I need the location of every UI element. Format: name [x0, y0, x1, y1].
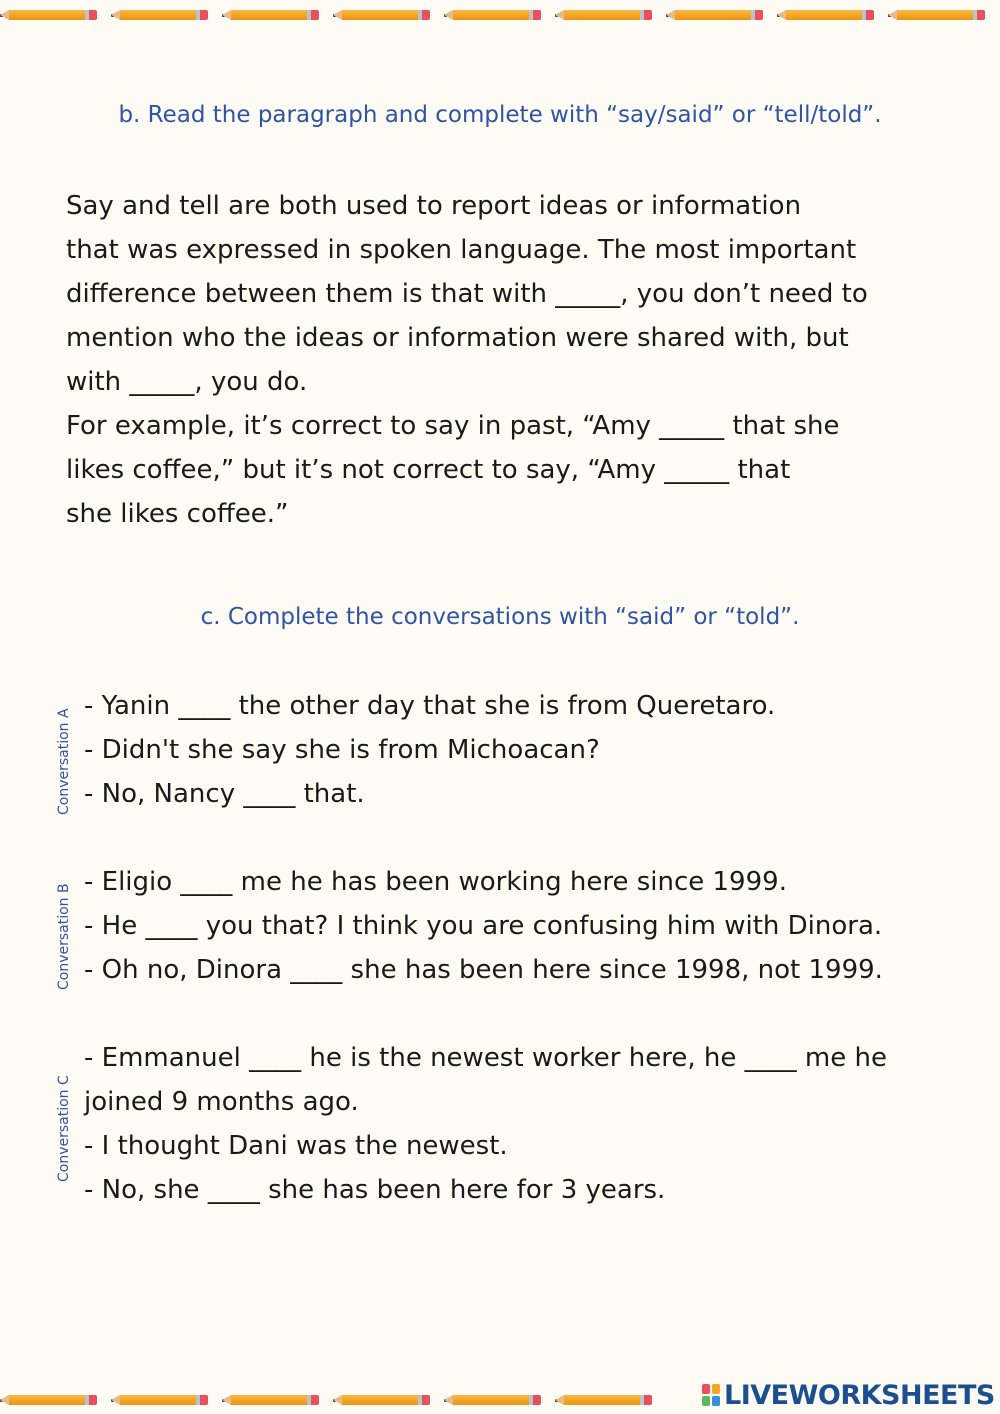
- conversation-c-label: Conversation C: [56, 1075, 72, 1182]
- conversation-line: joined 9 months ago.: [84, 1087, 359, 1117]
- pencil-eraser: [644, 10, 652, 20]
- conversation-c: [84, 1036, 964, 1212]
- logo-square: [712, 1384, 720, 1394]
- conversation-b: [84, 860, 964, 992]
- pencil-eraser: [644, 1395, 652, 1405]
- pencil-body: [342, 10, 418, 20]
- conversation-a: [84, 684, 964, 816]
- pencil-icon: [666, 10, 763, 20]
- pencil-tip: [555, 1395, 564, 1405]
- section-c-heading: c. Complete the conversations with “said” or “told”.: [200, 604, 800, 630]
- pencil-icon: [888, 10, 985, 20]
- conversation-line: - He ____ you that? I think you are confusing him with Dinora.: [84, 911, 883, 941]
- pencil-body: [342, 1395, 418, 1405]
- say-tell-paragraph: [66, 184, 946, 536]
- top-pencil-border: [0, 7, 1000, 23]
- pencil-eraser: [311, 1395, 319, 1405]
- pencil-tip: [222, 10, 231, 20]
- pencil-tip: [444, 10, 453, 20]
- pencil-tip: [888, 10, 897, 20]
- pencil-icon: [555, 10, 652, 20]
- pencil-icon: [444, 10, 541, 20]
- paragraph-line: For example, it’s correct to say in past, “Amy _____ that she: [66, 411, 840, 441]
- pencil-eraser: [755, 10, 763, 20]
- conversation-line: - Yanin ____ the other day that she is from Queretaro.: [84, 691, 776, 721]
- pencil-icon: [222, 1395, 319, 1405]
- pencil-body: [120, 10, 196, 20]
- liveworksheets-logo: [698, 1380, 995, 1410]
- pencil-icon: [111, 10, 208, 20]
- pencil-tip: [0, 1395, 9, 1405]
- conversation-line: - Eligio ____ me he has been working here since 1999.: [84, 867, 787, 897]
- logo-square: [702, 1396, 710, 1406]
- conversation-b-label: Conversation B: [56, 883, 72, 990]
- pencil-eraser: [866, 10, 874, 20]
- pencil-body: [9, 1395, 85, 1405]
- pencil-icon: [777, 10, 874, 20]
- conversation-line: - Oh no, Dinora ____ she has been here since 1998, not 1999.: [84, 955, 883, 985]
- conversation-line: - Emmanuel ____ he is the newest worker here, he ____ me he: [84, 1043, 887, 1073]
- pencil-tip: [222, 1395, 231, 1405]
- pencil-icon: [444, 1395, 541, 1405]
- pencil-body: [564, 1395, 640, 1405]
- paragraph-line: she likes coffee.”: [66, 499, 289, 529]
- pencil-eraser: [422, 1395, 430, 1405]
- conversation-line: - Didn't she say she is from Michoacan?: [84, 735, 600, 765]
- pencil-icon: [0, 1395, 97, 1405]
- pencil-tip: [666, 10, 675, 20]
- pencil-tip: [777, 10, 786, 20]
- pencil-body: [453, 10, 529, 20]
- pencil-eraser: [311, 10, 319, 20]
- pencil-tip: [333, 1395, 342, 1405]
- section-b-heading: b. Read the paragraph and complete with “say/said” or “tell/told”.: [118, 102, 882, 128]
- paragraph-line: Say and tell are both used to report ideas or information: [66, 191, 802, 221]
- paragraph-line: that was expressed in spoken language. The most important: [66, 235, 857, 265]
- conversation-line: - No, she ____ she has been here for 3 years.: [84, 1175, 666, 1205]
- pencil-eraser: [200, 1395, 208, 1405]
- pencil-icon: [333, 1395, 430, 1405]
- pencil-eraser: [533, 1395, 541, 1405]
- pencil-body: [453, 1395, 529, 1405]
- pencil-icon: [555, 1395, 652, 1405]
- conversation-line: - I thought Dani was the newest.: [84, 1131, 508, 1161]
- paragraph-line: likes coffee,” but it’s not correct to say, “Amy _____ that: [66, 455, 791, 485]
- pencil-tip: [111, 1395, 120, 1405]
- pencil-eraser: [200, 10, 208, 20]
- paragraph-line: difference between them is that with _____, you don’t need to: [66, 279, 868, 309]
- pencil-tip: [555, 10, 564, 20]
- pencil-eraser: [533, 10, 541, 20]
- conversation-a-label: Conversation A: [56, 708, 72, 815]
- logo-square: [712, 1396, 720, 1406]
- pencil-eraser: [89, 10, 97, 20]
- conversation-line: - No, Nancy ____ that.: [84, 779, 365, 809]
- pencil-body: [564, 10, 640, 20]
- pencil-body: [231, 1395, 307, 1405]
- pencil-tip: [333, 10, 342, 20]
- paragraph-line: with _____, you do.: [66, 367, 308, 397]
- pencil-icon: [222, 10, 319, 20]
- pencil-body: [231, 10, 307, 20]
- pencil-body: [9, 10, 85, 20]
- pencil-body: [897, 10, 973, 20]
- pencil-tip: [444, 1395, 453, 1405]
- pencil-icon: [0, 10, 97, 20]
- logo-text: LIVEWORKSHEETS: [724, 1379, 995, 1411]
- pencil-tip: [111, 10, 120, 20]
- pencil-eraser: [422, 10, 430, 20]
- logo-grid-icon: [702, 1384, 720, 1406]
- pencil-icon: [111, 1395, 208, 1405]
- pencil-body: [786, 10, 862, 20]
- logo-square: [702, 1384, 710, 1394]
- pencil-eraser: [977, 10, 985, 20]
- pencil-eraser: [89, 1395, 97, 1405]
- pencil-tip: [0, 10, 9, 20]
- pencil-icon: [333, 10, 430, 20]
- paragraph-line: mention who the ideas or information were shared with, but: [66, 323, 849, 353]
- pencil-body: [675, 10, 751, 20]
- pencil-body: [120, 1395, 196, 1405]
